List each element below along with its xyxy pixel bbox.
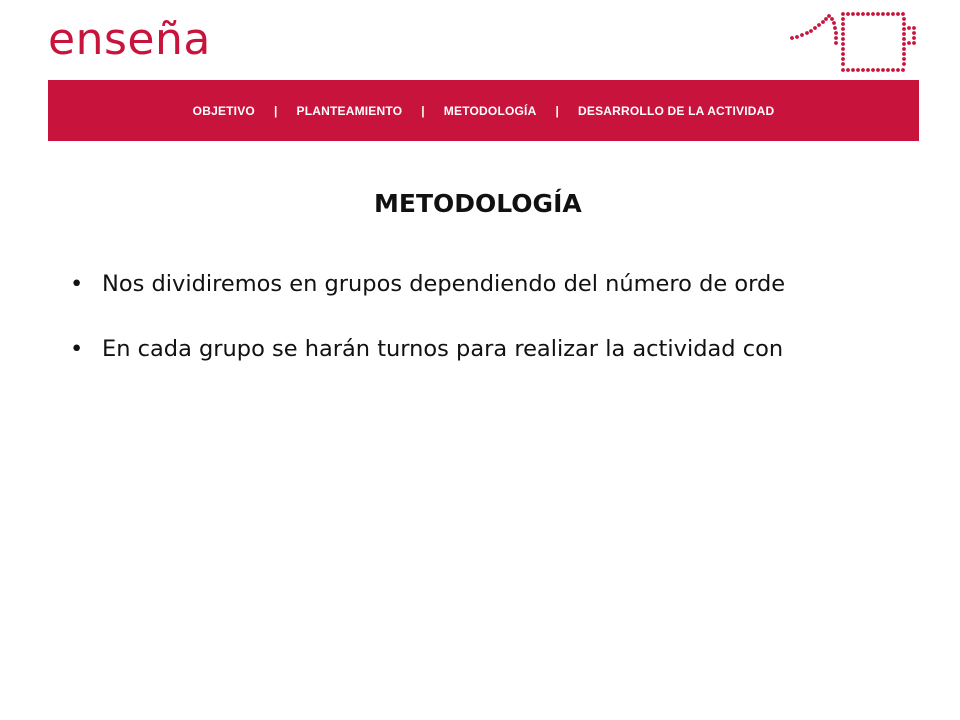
brand-mark-dot bbox=[876, 68, 880, 72]
brand-mark-dot bbox=[830, 17, 834, 21]
nav-item-metodologia[interactable]: METODOLOGÍA bbox=[443, 103, 537, 118]
list-item bbox=[70, 262, 960, 306]
nav-item-objetivo[interactable]: OBJETIVO bbox=[192, 103, 255, 118]
brand-mark-dot bbox=[841, 27, 845, 31]
brand-mark-dot bbox=[907, 41, 911, 45]
brand-mark-dot bbox=[841, 57, 845, 61]
brand-mark-dot bbox=[813, 26, 817, 30]
brand-mark-dot bbox=[881, 68, 885, 72]
brand-mark-dot bbox=[901, 68, 905, 72]
bullet-dot: • bbox=[70, 336, 84, 362]
brand-mark-dot bbox=[841, 37, 845, 41]
nav-separator: | bbox=[555, 103, 560, 118]
brand-mark-dot bbox=[856, 12, 860, 16]
brand-logo: enseña bbox=[48, 14, 211, 65]
brand-mark-dot bbox=[902, 27, 906, 31]
nav-separator: | bbox=[421, 103, 425, 118]
brand-mark-dot bbox=[817, 23, 821, 27]
brand-mark-dot bbox=[876, 12, 880, 16]
nav-item-planteamiento[interactable]: PLANTEAMIENTO bbox=[296, 103, 403, 118]
nav-item-desarrollo[interactable]: DESARROLLO DE LA ACTIVIDAD bbox=[578, 103, 775, 118]
brand-mark-dot bbox=[871, 12, 875, 16]
brand-mark-dot bbox=[841, 17, 845, 21]
brand-mark-dot bbox=[871, 68, 875, 72]
top-navigation bbox=[48, 80, 919, 141]
brand-mark-dot bbox=[866, 12, 870, 16]
brand-mark-dot bbox=[902, 47, 906, 51]
brand-mark-dot bbox=[834, 36, 838, 40]
brand-mark-dot bbox=[834, 41, 838, 45]
brand-mark-dot bbox=[861, 12, 865, 16]
brand-mark-dot bbox=[841, 68, 845, 72]
brand-mark-dot bbox=[902, 62, 906, 66]
brand-mark-dot bbox=[841, 47, 845, 51]
brand-mark-dot bbox=[824, 17, 828, 21]
brand-mark-dot bbox=[886, 68, 890, 72]
brand-mark-dot bbox=[833, 26, 837, 30]
brand-mark-dot bbox=[902, 32, 906, 36]
brand-mark-dot bbox=[856, 68, 860, 72]
brand-mark-dot bbox=[912, 31, 916, 35]
brand-mark-dot bbox=[902, 22, 906, 26]
brand-mark-dot bbox=[841, 62, 845, 66]
brand-mark-dot bbox=[901, 12, 905, 16]
brand-mark-dot bbox=[805, 31, 809, 35]
dotted-house-arrow-icon bbox=[780, 4, 920, 76]
brand-mark-dot bbox=[902, 57, 906, 61]
bullet-text: Nos dividiremos en grupos dependiendo del número de orde bbox=[102, 271, 786, 297]
bullet-text: En cada grupo se harán turnos para realizar la actividad con bbox=[102, 336, 784, 362]
brand-mark-dot bbox=[800, 33, 804, 37]
brand-mark-dot bbox=[896, 68, 900, 72]
brand-mark-dot bbox=[912, 26, 916, 30]
brand-mark-dot bbox=[841, 32, 845, 36]
brand-mark-dot bbox=[846, 12, 850, 16]
nav-separator: | bbox=[273, 103, 278, 118]
bullet-dot: • bbox=[70, 271, 84, 297]
brand-mark-dot bbox=[841, 22, 845, 26]
brand-mark-dot bbox=[809, 29, 813, 33]
brand-mark-dot bbox=[907, 26, 911, 30]
brand-mark-dot bbox=[851, 12, 855, 16]
brand-mark-dot bbox=[841, 42, 845, 46]
brand-mark-dot bbox=[902, 42, 906, 46]
brand-mark-dot bbox=[912, 36, 916, 40]
brand-mark-dot bbox=[790, 36, 794, 40]
brand-mark-dot bbox=[795, 35, 799, 39]
brand-mark-dot bbox=[832, 21, 836, 25]
brand-mark-dot bbox=[841, 52, 845, 56]
brand-mark-dot bbox=[891, 68, 895, 72]
brand-mark-dot bbox=[902, 37, 906, 41]
brand-mark-dot bbox=[886, 12, 890, 16]
brand-mark-dot bbox=[912, 41, 916, 45]
list-item bbox=[70, 327, 960, 371]
brand-mark-dot bbox=[902, 17, 906, 21]
brand-mark-dot bbox=[841, 12, 845, 16]
page-title: METODOLOGÍA bbox=[374, 189, 582, 218]
brand-mark-dot bbox=[891, 12, 895, 16]
brand-mark-dot bbox=[834, 31, 838, 35]
brand-mark-dot bbox=[866, 68, 870, 72]
brand-mark-dot bbox=[851, 68, 855, 72]
brand-mark-dot bbox=[861, 68, 865, 72]
brand-mark-dot bbox=[881, 12, 885, 16]
brand-mark-dot bbox=[846, 68, 850, 72]
brand-mark-dot bbox=[896, 12, 900, 16]
brand-mark-dot bbox=[821, 20, 825, 24]
bullet-list bbox=[70, 262, 960, 392]
brand-mark-dot bbox=[827, 14, 831, 18]
brand-mark-dot bbox=[902, 52, 906, 56]
